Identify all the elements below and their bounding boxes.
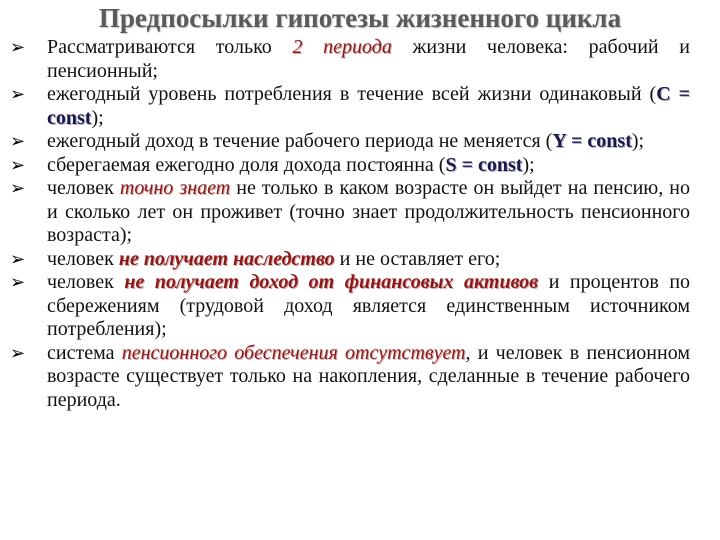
item-text-part: и процентов по сбережениям (трудовой доход является единственным источником потребления); [47,271,691,340]
item-text-part: ежегодный уровень потребления в течение всей жизни одинаковый ( [47,83,657,105]
list-item [10,342,690,413]
slide-title: Предпосылки гипотезы жизненного цикла [98,3,622,33]
list-item [10,248,690,272]
item-text [47,271,690,342]
item-text-part: система [47,341,122,364]
item-highlight: 2 периода [292,36,392,58]
list-item [10,36,690,83]
item-text-part: ); [631,130,645,152]
item-text-part: не только в каком возрасте он выйдет на пенсию, но и сколько лет он проживет (точно знает продолжительность пенсионного возраста); [47,177,690,246]
list-item [10,83,690,130]
list-item [10,271,690,342]
item-text-part: и не оставляет его; [334,247,501,270]
list-item [10,154,690,178]
arrow-bullet-icon: ➢ [10,84,26,105]
arrow-bullet-icon: ➢ [10,131,26,152]
bullet-list [10,36,690,412]
item-text-part: ); [91,106,104,129]
arrow-bullet-icon: ➢ [10,248,26,270]
item-text-part: , и человек в пенсионном возрасте существует только на накопления, сделанные в течение рабочего периода. [47,341,690,411]
item-text-part: человек [47,247,119,270]
item-highlight: точно знает [119,177,231,199]
arrow-bullet-icon: ➢ [10,178,26,199]
item-text [47,83,690,130]
item-text [47,36,690,83]
item-text-part: ежегодный доход в течение рабочего периода не меняется ( [47,130,553,152]
item-text-part: жизни человека: рабочий и пенсионный; [47,36,691,82]
item-text [47,342,690,413]
item-text [47,177,690,248]
item-highlight: пенсионного обеспечения отсутствует [121,341,466,364]
arrow-bullet-icon: ➢ [10,342,26,364]
arrow-bullet-icon: ➢ [10,272,26,293]
arrow-bullet-icon: ➢ [10,37,26,58]
item-text [47,154,690,178]
item-highlight: не получает наследство [118,247,335,270]
item-highlight: S = const [445,153,523,176]
item-highlight: C = const [47,83,691,129]
item-text [47,130,690,154]
item-text-part: человек [47,177,120,199]
item-text [47,248,690,272]
item-highlight: Y = const [552,130,632,152]
arrow-bullet-icon: ➢ [10,154,26,176]
item-highlight: не получает доход от финансовых активов [124,271,539,293]
item-text-part: сберегаемая ежегодно доля дохода постоянна ( [47,153,446,176]
list-item [10,177,690,248]
list-item [10,130,690,154]
item-text-part: человек [47,271,125,293]
item-text-part: ); [522,153,535,176]
item-text-part: Рассматриваются только [47,36,293,58]
